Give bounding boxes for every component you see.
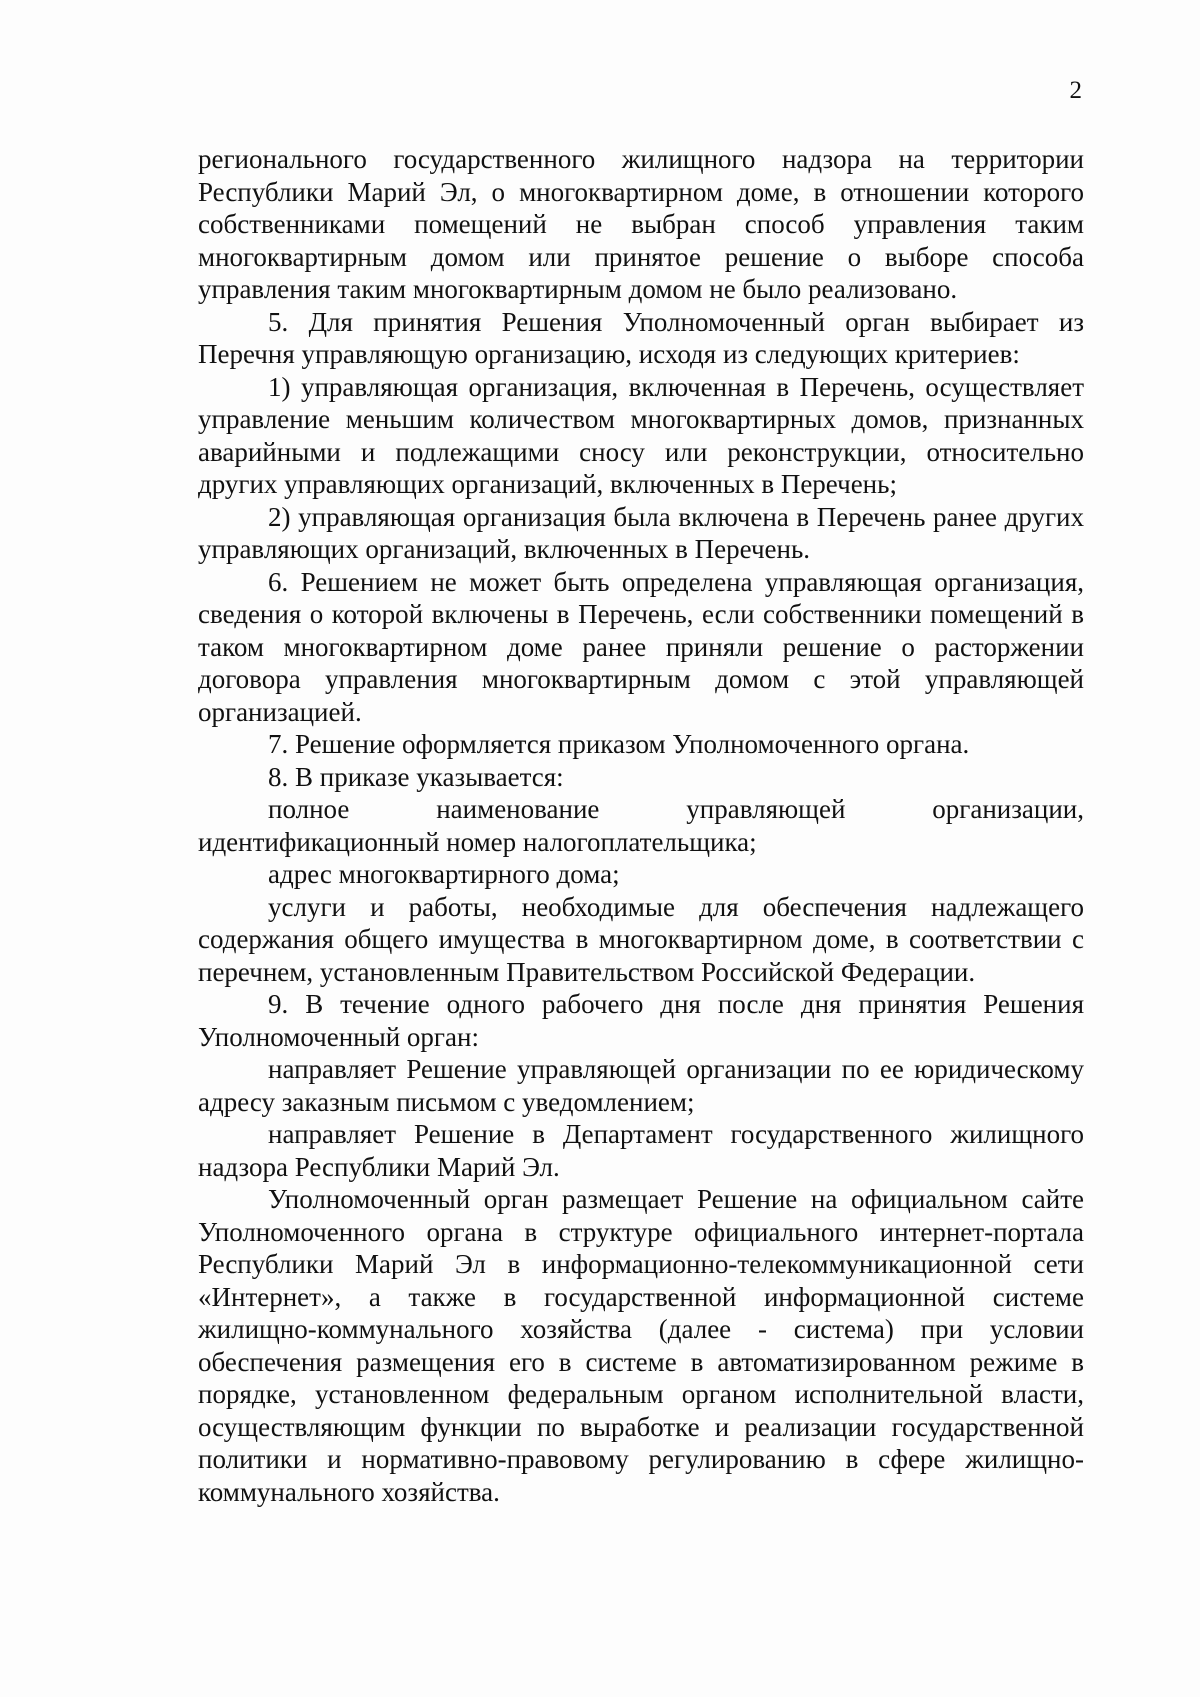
paragraph-item-8-address: адрес многоквартирного дома; [268,859,620,889]
paragraph-item-9-send-dept: направляет Решение в Департамент государственного жилищного надзора Республики Марий Эл. [198,1119,1084,1182]
paragraph-criterion-1: 1) управляющая организация, включенная в Перечень, осуществляет управление меньшим количеством многоквартирных домов, признанных аварийными и подлежащими сносу или реконструкции, относительно других управляющих организаций, включенных в Перечень; [198,371,1084,499]
paragraph-item-9: 9. В течение одного рабочего дня после дня принятия Решения Уполномоченный орган: [198,989,1084,1052]
paragraph-continuation: регионального государственного жилищного надзора на территории Республики Марий Эл, о многоквартирном доме, в отношении которого собственниками помещений не выбран способ управления таким многоквартирным домом или принятое решение о выборе способа управления таким многоквартирным домом не было реализовано. [198,144,1084,304]
paragraph-item-5: 5. Для принятия Решения Уполномоченный орган выбирает из Перечня управляющую организацию, исходя из следующих критериев: [198,306,1084,369]
page-number: 2 [1069,77,1082,104]
paragraph-item-6: 6. Решением не может быть определена управляющая организация, сведения о которой включены в Перечень, если собственники помещений в таком многоквартирном доме ранее приняли решение о расторжении договора управления многоквартирным домом с этой управляющей организацией. [198,566,1084,727]
document-body [198,143,1084,1508]
paragraph-item-7: 7. Решение оформляется приказом Уполномоченного органа. [268,729,970,759]
paragraph-item-9-send-org: направляет Решение управляющей организации по ее юридическому адресу заказным письмом с уведомлением; [198,1054,1084,1117]
paragraph-criterion-2: 2) управляющая организация была включена в Перечень ранее других управляющих организаций, включенных в Перечень. [198,501,1084,564]
paragraph-item-8: 8. В приказе указывается: [268,761,564,792]
paragraph-item-8-services: услуги и работы, необходимые для обеспечения надлежащего содержания общего имущества в многоквартирном доме, в соответствии с перечнем, установленным Правительством Российской Федерации. [198,891,1084,987]
paragraph-publication: Уполномоченный орган размещает Решение на официальном сайте Уполномоченного органа в структуре официального интернет-портала Республики Марий Эл в информационно-телекоммуникационной сети «Интернет», а также в государственной информационной системе жилищно-коммунального хозяйства (далее - система) при условии обеспечения размещения его в системе в автоматизированном режиме в порядке, установленном федеральным органом исполнительной власти, осуществляющим функции по выработке и реализации государственной политики и нормативно-правовому регулированию в сфере жилищно-коммунального хозяйства. [198,1184,1084,1507]
paragraph-item-8-name: полное наименование управляющей организации, идентификационный номер налогоплательщика; [198,794,1084,857]
